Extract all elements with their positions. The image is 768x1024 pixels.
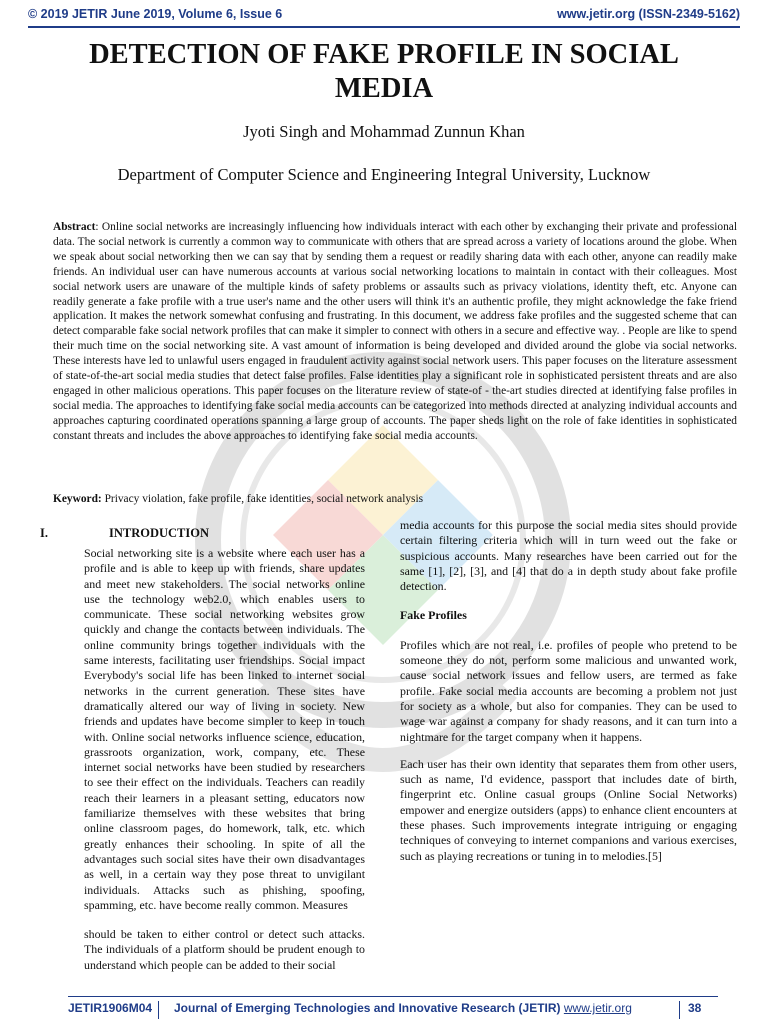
journal-link[interactable]: www.jetir.org — [563, 1001, 632, 1015]
author-affiliation: Department of Computer Science and Engineering Integral University, Lucknow — [117, 165, 651, 184]
running-footer — [68, 996, 718, 1019]
section-number: I. — [40, 526, 48, 540]
intro-paragraph-continued: should be taken to either control or detect such attacks. The individuals of a platform should be prudent enough to understand which people can be added to their social — [84, 927, 365, 972]
header-issue-info: © 2019 JETIR June 2019, Volume 6, Issue 6 — [28, 7, 283, 21]
subsection-heading: Fake Profiles — [400, 608, 467, 623]
paper-code: JETIR1906M04 — [68, 1001, 159, 1019]
abstract-label: Abstract — [53, 221, 96, 233]
abstract — [53, 220, 737, 444]
keywords-label: Keyword: — [53, 493, 102, 505]
paper-authors: Jyoti Singh and Mohammad Zunnun Khan — [243, 122, 525, 141]
keywords — [53, 492, 737, 507]
right-column — [400, 518, 737, 864]
running-header — [28, 4, 740, 28]
abstract-text: : Online social networks are increasingly influencing how individuals interact with each other by exchanging their private and professional data. The social network is currently a common way to communicate with others that are spread across a variety of locations around the globe. When we speak about social networking then we can say that by sending them a request or readily sharing data with each other, anyone can readily make friends. An individual user can have numerous accounts at various social networking locations to maintain in contact with their colleagues. Most social network users are unaware of the multiple kinds of safety problems or assaults such as privacy violations, identity theft, etc. Anyone can readily generate a fake profile with a true user's name and the other users will think it's an authentic profile, they might acknowledge the fake friend application. It makes the network somewhat confusing and frustrating. In this document, we address fake profiles and the suggested scheme that can detect comparable fake social network profiles that can make it simpler to connect with others in a secure and effective way. . People are like to spend their much time on the social networking site. A vast amount of information is being developed and divided around the globe via social networks. These interests have led to unlawful users engaged in fraudulent activity against social network users. This paper focuses on the literature assessment of state-of-the-art social media studies that detect false profiles. False identities play a significant role in sophisticated persistent threats and are also engaged in other malicious operations. This paper focuses on the literature review of state-of - the-art studies directed at identifying false profiles in social media. The approaches to identifying fake social media accounts can be categorized into methods directed at analyzing individual accounts and approaches capturing coordinated operations spanning a large group of accounts. The paper sheds light on the role of fake identities in sophisticated constant threats and includes the above approaches to identifying fake social media accounts. — [53, 221, 737, 442]
left-column — [84, 546, 365, 973]
paper-title: DETECTION OF FAKE PROFILE IN SOCIAL MEDIA — [89, 39, 679, 104]
journal-name-text: Journal of Emerging Technologies and Innovative Research (JETIR) — [174, 1001, 564, 1015]
fake-profiles-paragraph: Profiles which are not real, i.e. profiles of people who pretend to be someone they do not, perform some malicious and unwanted work, cause social network issues and fellow users, are termed as fake profile. Fake social media accounts are becoming a problem not just for society as a whole, but also for companies. They can be used to wage war against a company for shady reasons, and it can turn into a nightmare for the target company when it happens. — [400, 637, 737, 744]
intro-paragraph-right: media accounts for this purpose the social media sites should provide certain filtering criteria which will in turn weed out the fake or suspicious accounts. Many researches have been carried out for the same [1], [2], [3], and [4] that do a in depth study about fake profile detection. — [400, 518, 737, 594]
identity-paragraph: Each user has their own identity that separates them from other users, such as name, I'd evidence, passport that includes date of birth, fingerprint etc. Online casual groups (Online Social Networks) empower and energize outsiders (apps) to enhance client encounters at these phases. Such improvements integrate intriguing or engaging techniques of conveying to internet companions and various exercises, such as playing recreations or tuning in to melodies.[5] — [400, 756, 737, 863]
intro-paragraph: Social networking site is a website where each user has a profile and is able to keep up with friends, share updates and meet new stakeholders. The social networks online use the technology web2.0, which enables users to communicate. These social networking websites grow quickly and change the contacts between individuals. The online community brings together individuals with the same interests, facilitating user friendships. Social impact Everybody's social life has been linked to internet social networks in the current generation. These sites have dramatically altered our way of living in society. New friends and updates have become simpler to keep in touch with. Online social networks influence science, education, grassroots organization, work, company, etc. These internet social networks have been studied by researchers to see their effect on the individuals. Teachers can readily reach their learners in a pleasant setting, educators now familiarize themselves with these websites that bring online classroom pages, do homework, talk, etc. which greatly enhances their schooling. In spite of all the advantages such social sites have their own disadvantages as well, in a certain way they pose threat to unvigilant individuals. Attacks such as phishing, spoofing, spamming, etc. have become really common. Measures — [84, 546, 365, 912]
section-title: INTRODUCTION — [109, 526, 210, 540]
journal-name — [174, 1001, 632, 1015]
page-number: 38 — [679, 1001, 718, 1019]
header-journal-site: www.jetir.org (ISSN-2349-5162) — [557, 7, 740, 21]
keywords-text: Privacy violation, fake profile, fake identities, social network analysis — [101, 493, 424, 505]
